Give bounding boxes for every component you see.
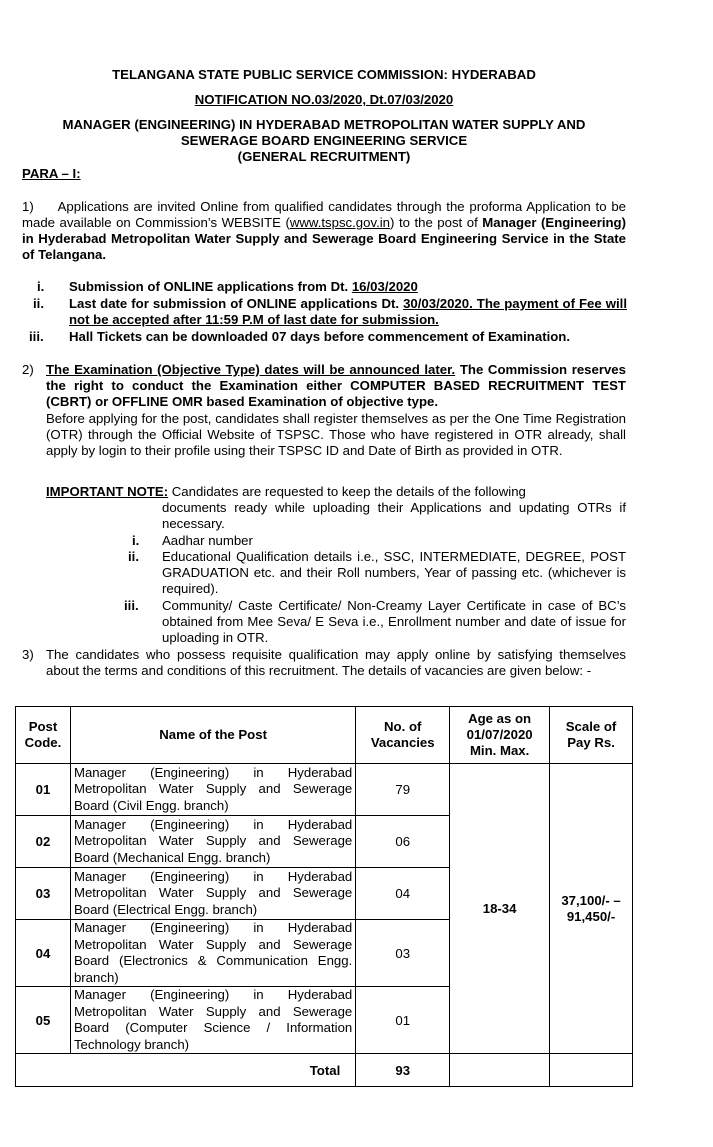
pay-scale: 37,100/- – 91,450/- [550, 764, 633, 1054]
exam-dates-note: The Examination (Objective Type) dates will be announced later. [46, 362, 456, 377]
post-code: 02 [16, 816, 71, 868]
website-link[interactable]: www.tspsc.gov.in [289, 215, 391, 230]
important-note-continued: documents ready while uploading their Applications and updating OTRs if necessary. [162, 500, 626, 531]
note-item-number: iii. [124, 598, 139, 613]
post-code: 05 [16, 987, 71, 1054]
total-label: Total [16, 1054, 356, 1087]
table-header-row [16, 707, 633, 764]
list-item-text: Last date for submission of ONLINE applications Dt. [69, 296, 404, 311]
notification-number: NOTIFICATION NO.03/2020, Dt.07/03/2020 [194, 92, 454, 107]
post-name: Manager (Engineering) in Hyderabad Metropolitan Water Supply and Sewerage Board (Mechanical Engg. branch) [70, 816, 355, 868]
vacancy-count: 06 [356, 816, 450, 868]
para-1-bold: Manager (Engineering) in Hyderabad Metropolitan Water Supply and Sewerage Board Engineering Service in the State of Telangana. [22, 215, 626, 262]
note-item-number: i. [132, 533, 140, 548]
para-1-text: Applications are invited Online from qualified candidates through the proforma Application to be made available on Commission’s WEBSITE ( [22, 199, 626, 230]
post-code: 01 [16, 764, 71, 816]
para-1-number: 1) [22, 199, 34, 214]
para-3-number: 3) [22, 647, 34, 662]
post-title-line1: MANAGER (ENGINEERING) IN HYDERABAD METROPOLITAN WATER SUPPLY AND [62, 117, 586, 132]
post-code: 03 [16, 868, 71, 920]
list-item-number: ii. [33, 296, 44, 311]
list-item-number: iii. [29, 329, 44, 344]
header-age: Age as on 01/07/2020 Min. Max. [450, 707, 550, 764]
important-note [46, 484, 626, 500]
list-item-date: 16/03/2020 [351, 279, 418, 294]
vacancy-table [15, 706, 633, 1087]
note-item-number: ii. [128, 549, 139, 564]
exam-mode-note: The Commission reserves the right to conduct the Examination either COMPUTER BASED RECRUITMENT TEST (CBRT) or OFFLINE OMR based Examination of objective type. [46, 362, 626, 410]
post-name: Manager (Engineering) in Hyderabad Metropolitan Water Supply and Sewerage Board (Civil Engg. branch) [70, 764, 355, 816]
post-name: Manager (Engineering) in Hyderabad Metropolitan Water Supply and Sewerage Board (Electrical Engg. branch) [70, 868, 355, 920]
table-total-row [16, 1054, 633, 1087]
otr-instructions: Before applying for the post, candidates shall register themselves as per the One Time Registration (OTR) through the Official Website of TSPSC. Those who have registered in OTR already, shall apply by login to their profile using their TSPSC ID and Date of Birth as provided in OTR. [46, 410, 626, 459]
empty-cell [550, 1054, 633, 1087]
paragraph-3: The candidates who possess requisite qualification may apply online by satisfying themselves about the terms and conditions of this recruitment. The details of vacancies are given below: - [46, 647, 626, 678]
note-item: Educational Qualification details i.e., SSC, INTERMEDIATE, DEGREE, POST GRADUATION etc. and their Roll numbers, Year of passing etc. (whichever is required). [162, 549, 626, 596]
post-code: 04 [16, 920, 71, 987]
commission-title: TELANGANA STATE PUBLIC SERVICE COMMISSION: HYDERABAD [112, 67, 536, 82]
header-post-code: Post Code. [16, 707, 71, 764]
vacancy-count: 03 [356, 920, 450, 987]
vacancy-count: 01 [356, 987, 450, 1054]
age-limit: 18-34 [450, 764, 550, 1054]
list-item-text: Submission of ONLINE applications from Dt. [69, 279, 352, 294]
list-item [69, 329, 629, 344]
list-item-text: Hall Tickets can be downloaded 07 days before commencement of Examination. [69, 329, 571, 344]
important-note-text: Candidates are requested to keep the details of the following [168, 484, 526, 499]
post-name: Manager (Engineering) in Hyderabad Metropolitan Water Supply and Sewerage Board (Electronics & Communication Engg. branch) [70, 920, 355, 987]
header-vacancies: No. of Vacancies [356, 707, 450, 764]
list-item [69, 296, 627, 328]
table-row [16, 764, 633, 816]
header-post-name: Name of the Post [70, 707, 355, 764]
list-item-number: i. [37, 279, 45, 294]
header-pay-scale: Scale of Pay Rs. [550, 707, 633, 764]
paragraph-2 [46, 362, 626, 459]
para-1-text-2: ) to the post of [390, 215, 483, 230]
paragraph-1 [22, 199, 626, 263]
vacancy-count: 04 [356, 868, 450, 920]
important-note-label: IMPORTANT NOTE: [46, 484, 169, 499]
para-2-number: 2) [22, 362, 34, 377]
recruitment-type: (GENERAL RECRUITMENT) [237, 149, 411, 164]
total-vacancies: 93 [356, 1054, 450, 1087]
note-item: Aadhar number [162, 533, 253, 548]
note-item: Community/ Caste Certificate/ Non-Creamy Layer Certificate in case of BC’s obtained from Mee Seva/ E Seva i.e., Enrollment number and date of issue for uploading in OTR. [162, 598, 626, 645]
list-item-deadline: 30/03/2020. The payment of Fee will not be accepted after 11:59 P.M of last date for submission. [69, 296, 627, 327]
post-title-line2: SEWERAGE BOARD ENGINEERING SERVICE [180, 133, 468, 148]
post-name: Manager (Engineering) in Hyderabad Metropolitan Water Supply and Sewerage Board (Computer Science / Information Technology branch) [70, 987, 355, 1054]
para-heading: PARA – I: [22, 166, 81, 181]
vacancy-count: 79 [356, 764, 450, 816]
list-item [69, 279, 629, 294]
empty-cell [450, 1054, 550, 1087]
